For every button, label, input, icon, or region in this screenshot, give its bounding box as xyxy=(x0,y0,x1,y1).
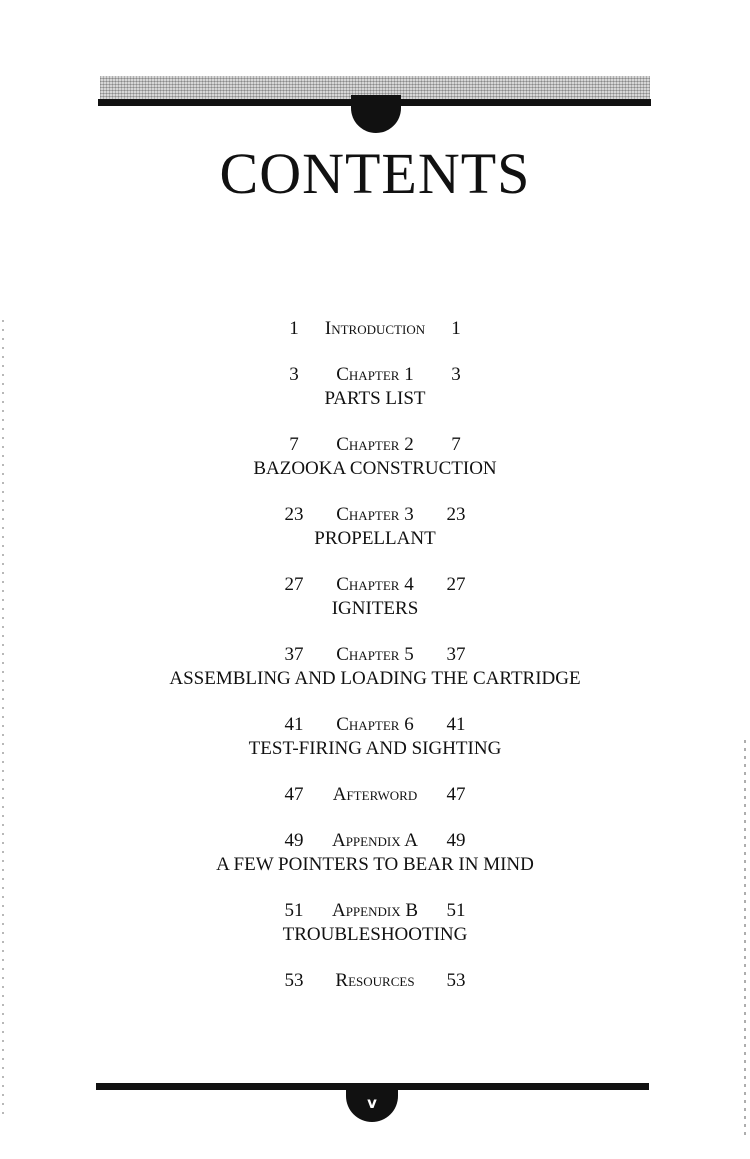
toc-page-right: 3 xyxy=(451,364,461,385)
toc-page-right: 1 xyxy=(451,318,461,339)
toc-page-right: 51 xyxy=(446,900,466,921)
toc-page-right: 7 xyxy=(451,434,461,455)
toc-subtitle: IGNITERS xyxy=(331,598,419,619)
toc-label: Introduction xyxy=(324,318,426,339)
toc-subtitle: TEST-FIRING AND SIGHTING xyxy=(248,738,502,759)
toc-page-right: 53 xyxy=(446,970,466,991)
toc-page-left: 3 xyxy=(289,364,299,385)
page-number-marker: v xyxy=(367,1094,377,1112)
toc-page-right: 23 xyxy=(446,504,466,525)
toc-label: Chapter 6 xyxy=(336,714,414,735)
toc-label: Chapter 3 xyxy=(336,504,414,525)
toc-page-right: 49 xyxy=(446,830,466,851)
toc-entry-chapter-5[interactable] xyxy=(0,640,750,694)
toc-entry-introduction[interactable] xyxy=(0,314,750,344)
toc-page-left: 27 xyxy=(284,574,304,595)
toc-label: Afterword xyxy=(332,784,418,805)
scan-edge-left xyxy=(2,320,4,1120)
toc-label: Chapter 5 xyxy=(336,644,414,665)
toc-entry-chapter-4[interactable] xyxy=(0,570,750,624)
toc-page-left: 23 xyxy=(284,504,304,525)
toc-subtitle: ASSEMBLING AND LOADING THE CARTRIDGE xyxy=(169,668,581,689)
toc-page-right: 41 xyxy=(446,714,466,735)
toc-subtitle: BAZOOKA CONSTRUCTION xyxy=(253,458,497,479)
top-ornament-knob xyxy=(351,95,401,133)
toc-entry-appendix-a[interactable] xyxy=(0,826,750,880)
toc-label: Chapter 1 xyxy=(336,364,414,385)
toc-page-left: 37 xyxy=(284,644,304,665)
toc-subtitle: A FEW POINTERS TO BEAR IN MIND xyxy=(216,854,534,875)
toc-label: Chapter 4 xyxy=(336,574,414,595)
toc-entry-appendix-b[interactable] xyxy=(0,896,750,950)
toc-entry-chapter-2[interactable] xyxy=(0,430,750,484)
toc-entry-chapter-1[interactable] xyxy=(0,360,750,414)
toc-page-left: 53 xyxy=(284,970,304,991)
toc-entry-afterword[interactable] xyxy=(0,780,750,810)
toc-page-left: 41 xyxy=(284,714,304,735)
bottom-ornament-knob xyxy=(346,1086,398,1122)
scan-edge-right xyxy=(744,740,746,1140)
toc-entry-chapter-3[interactable] xyxy=(0,500,750,554)
toc-page-left: 7 xyxy=(289,434,299,455)
toc-label: Appendix B xyxy=(331,900,419,921)
toc-page-left: 47 xyxy=(284,784,304,805)
toc-entry-chapter-6[interactable] xyxy=(0,710,750,764)
toc-page-right: 27 xyxy=(446,574,466,595)
toc-page-left: 1 xyxy=(289,318,299,339)
table-of-contents xyxy=(0,314,750,996)
toc-label: Appendix A xyxy=(331,830,419,851)
toc-page-left: 49 xyxy=(284,830,304,851)
toc-subtitle: PROPELLANT xyxy=(314,528,436,549)
toc-subtitle: PARTS LIST xyxy=(324,388,426,409)
toc-page-right: 37 xyxy=(446,644,466,665)
toc-label: Resources xyxy=(335,970,415,991)
toc-page-right: 47 xyxy=(446,784,466,805)
toc-entry-resources[interactable] xyxy=(0,966,750,996)
toc-label: Chapter 2 xyxy=(336,434,414,455)
toc-page-left: 51 xyxy=(284,900,304,921)
toc-subtitle: TROUBLESHOOTING xyxy=(282,924,468,945)
page-title: CONTENTS xyxy=(219,141,531,206)
